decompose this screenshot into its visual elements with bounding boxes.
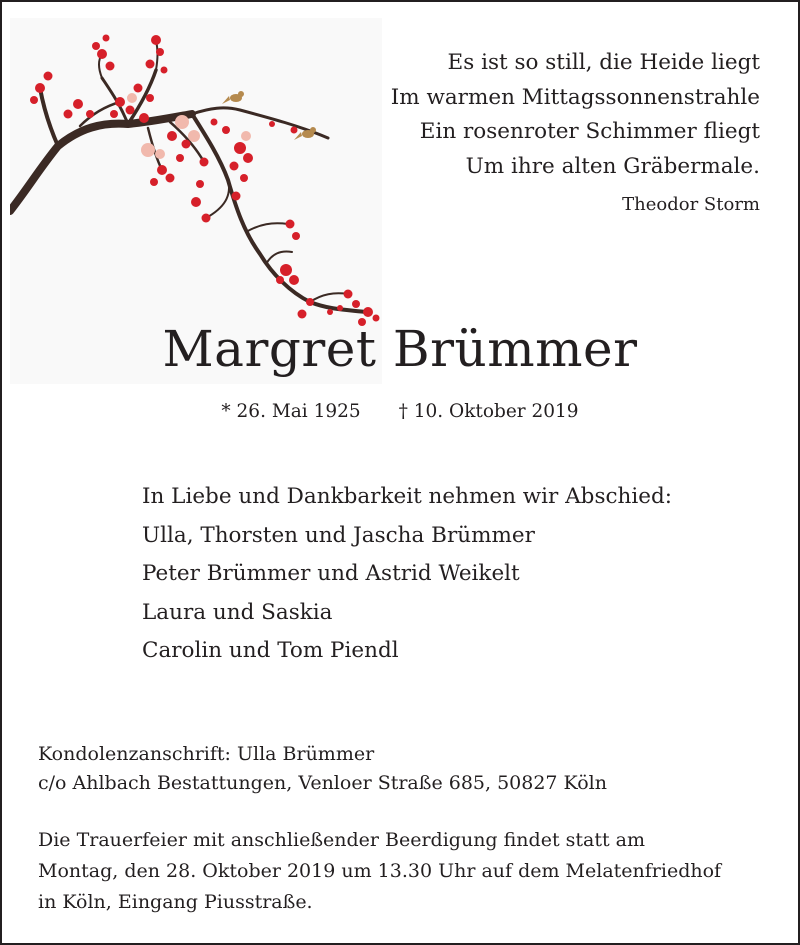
deceased-name: Margret Brümmer [162,320,638,378]
poem-line: Es ist so still, die Heide liegt [447,50,760,75]
mourner-line: Ulla, Thorsten und Jascha Brümmer [142,522,535,548]
mourners-intro: In Liebe und Dankbarkeit nehmen wir Abschied: [142,484,672,509]
mourner-line: Laura und Saskia [142,599,333,625]
poem-line: Ein rosenroter Schimmer fliegt [419,119,760,144]
birth-date: * 26. Mai 1925 [221,401,361,422]
condolence-line: c/o Ahlbach Bestattungen, Venloer Straße 685, 50827 Köln [38,772,607,794]
poem-line: Um ihre alten Gräbermale. [465,153,760,179]
funeral-line: Montag, den 28. Oktober 2019 um 13.30 Uhr auf dem Melatenfriedhof [38,860,722,882]
funeral-line: Die Trauerfeier mit anschließender Beerdigung findet statt am [38,829,645,851]
pale-blossoms [127,93,251,159]
mourner-line: Peter Brümmer und Astrid Weikelt [142,561,520,586]
funeral-details [38,825,721,918]
condolence-address [38,740,607,798]
funeral-line: in Köln, Eingang Piusstraße. [38,891,313,913]
branch-twigs [10,40,366,312]
condolence-line: Kondolenzanschrift: Ulla Brümmer [38,743,375,765]
mourners-list [142,478,672,671]
bird-icon [222,91,244,104]
blossom-clusters [30,35,380,327]
death-date: † 10. Oktober 2019 [398,401,579,422]
mourner-line: Carolin und Tom Piendl [142,638,399,663]
life-dates [2,401,798,422]
poem-author: Theodor Storm [622,194,760,215]
poem-line: Im warmen Mittagssonnenstrahle [390,84,760,110]
poem [391,46,760,218]
